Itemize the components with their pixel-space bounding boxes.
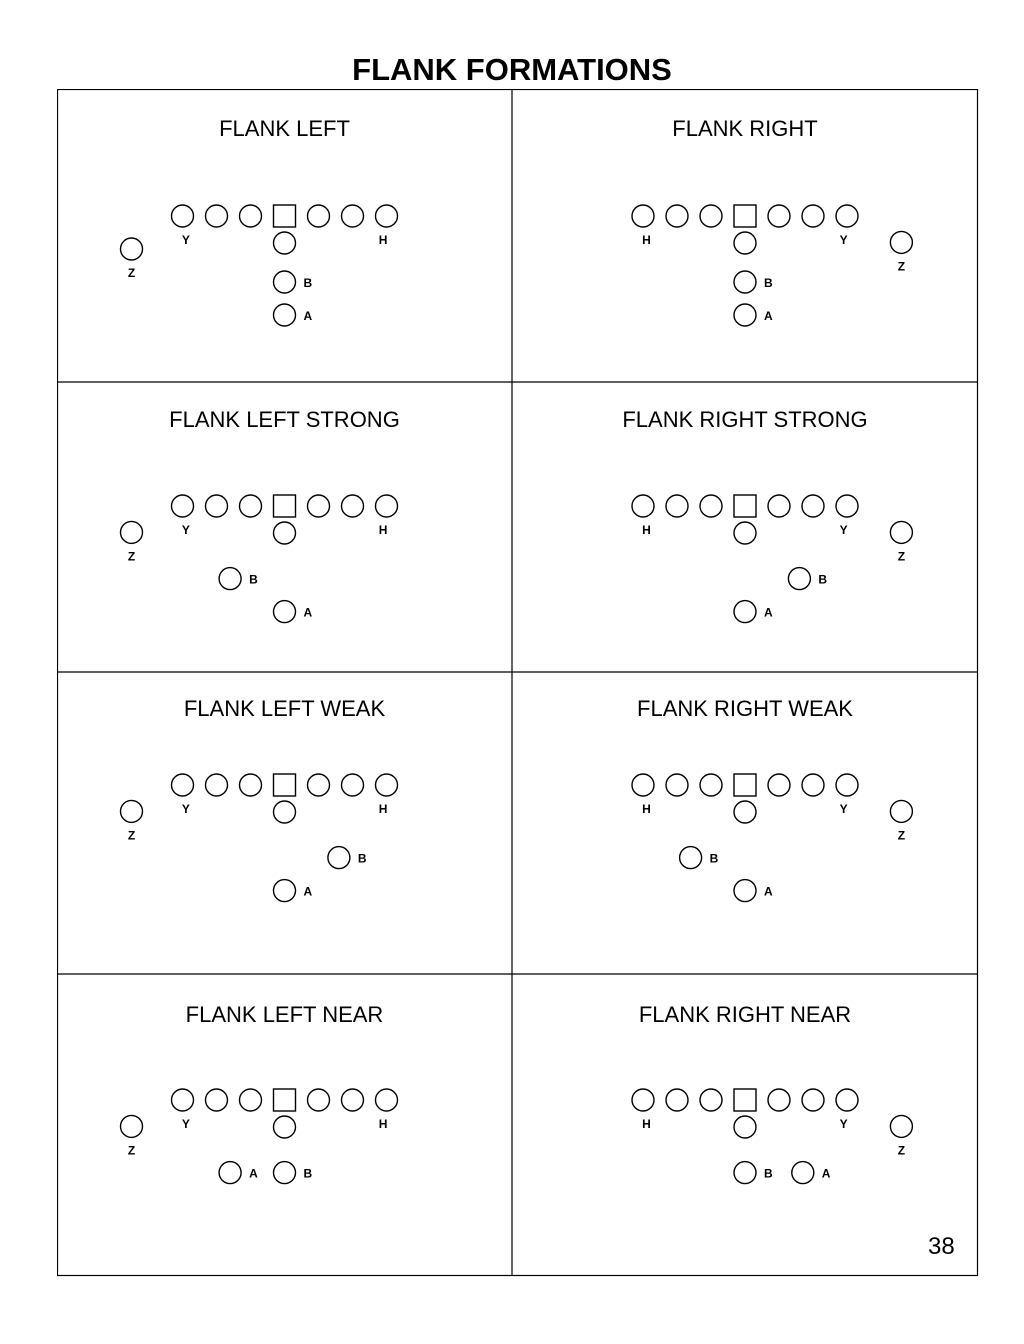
player-label-y: Y	[181, 1117, 190, 1131]
player-label-y: Y	[839, 1117, 848, 1131]
lineman-circle	[240, 495, 262, 517]
center-square	[274, 205, 296, 227]
lineman-circle	[206, 1089, 228, 1111]
player-circle-b	[734, 1162, 756, 1184]
player-label-b: B	[303, 1166, 313, 1181]
end-circle	[172, 495, 194, 517]
player-label-a: A	[764, 884, 773, 899]
lineman-circle	[768, 495, 790, 517]
center-square	[734, 1089, 756, 1111]
player-circle-a	[274, 601, 296, 623]
center-square	[734, 774, 756, 796]
quarterback-circle	[734, 522, 756, 544]
player-label-h: H	[378, 233, 388, 247]
player-label-z: Z	[897, 549, 906, 564]
lineman-circle	[768, 1089, 790, 1111]
player-circle-b	[274, 271, 296, 293]
player-circle-b	[788, 568, 810, 590]
center-square	[734, 205, 756, 227]
player-label-y: Y	[181, 233, 190, 247]
player-label-z: Z	[897, 1143, 906, 1158]
player-label-h: H	[378, 523, 388, 537]
lineman-circle	[240, 1089, 262, 1111]
end-circle	[836, 205, 858, 227]
end-circle	[836, 774, 858, 796]
player-label-a: A	[303, 309, 313, 323]
lineman-circle	[700, 205, 722, 227]
player-label-a: A	[764, 309, 773, 323]
player-label-b: B	[709, 851, 719, 866]
center-square	[274, 774, 296, 796]
end-circle	[376, 774, 398, 796]
player-label-a: A	[764, 605, 773, 620]
lineman-circle	[342, 205, 364, 227]
player-label-h: H	[378, 1117, 388, 1131]
player-label-b: B	[249, 572, 258, 587]
page-number: 38	[928, 1233, 955, 1260]
lineman-circle	[700, 495, 722, 517]
formation-panel	[622, 407, 912, 623]
player-label-a: A	[249, 1166, 258, 1181]
end-circle	[836, 1089, 858, 1111]
player-circle-b	[274, 1162, 296, 1184]
player-circle-z	[890, 800, 912, 822]
player-label-a: A	[303, 605, 313, 620]
lineman-circle	[206, 774, 228, 796]
formation-panel	[121, 1002, 398, 1184]
player-circle-z	[121, 800, 143, 822]
player-label-z: Z	[897, 259, 906, 274]
quarterback-circle	[734, 232, 756, 254]
formation-title: FLANK RIGHT STRONG	[622, 407, 868, 432]
player-label-y: Y	[839, 802, 848, 816]
lineman-circle	[802, 495, 824, 517]
end-circle	[632, 495, 654, 517]
quarterback-circle	[274, 1116, 296, 1138]
lineman-circle	[308, 774, 330, 796]
lineman-circle	[666, 1089, 688, 1111]
player-label-b: B	[818, 572, 828, 587]
player-circle-z	[121, 1115, 143, 1137]
quarterback-circle	[274, 801, 296, 823]
player-circle-b	[219, 568, 241, 590]
player-label-b: B	[764, 1166, 773, 1181]
lineman-circle	[666, 205, 688, 227]
end-circle	[376, 1089, 398, 1111]
lineman-circle	[700, 1089, 722, 1111]
lineman-circle	[768, 205, 790, 227]
quarterback-circle	[274, 232, 296, 254]
player-circle-a	[219, 1162, 241, 1184]
player-label-h: H	[642, 802, 651, 816]
formation-title: FLANK RIGHT	[672, 116, 818, 141]
player-circle-z	[890, 1115, 912, 1137]
lineman-circle	[700, 774, 722, 796]
end-circle	[632, 205, 654, 227]
player-label-y: Y	[839, 523, 848, 537]
lineman-circle	[308, 205, 330, 227]
player-circle-a	[734, 601, 756, 623]
lineman-circle	[308, 495, 330, 517]
player-circle-z	[121, 521, 143, 543]
player-label-h: H	[642, 233, 651, 247]
lineman-circle	[802, 774, 824, 796]
grid-outer-border	[58, 90, 978, 1276]
formation-panel	[632, 116, 912, 326]
player-label-z: Z	[127, 828, 136, 843]
player-circle-b	[680, 847, 702, 869]
formation-title: FLANK LEFT NEAR	[185, 1002, 384, 1027]
player-circle-z	[890, 521, 912, 543]
player-label-z: Z	[127, 266, 136, 280]
end-circle	[172, 1089, 194, 1111]
player-circle-a	[274, 304, 296, 326]
player-label-y: Y	[181, 523, 190, 537]
formation-title: FLANK RIGHT WEAK	[637, 696, 853, 721]
player-label-b: B	[357, 851, 367, 866]
formation-title: FLANK LEFT STRONG	[169, 407, 400, 432]
end-circle	[376, 205, 398, 227]
formations-grid	[57, 89, 979, 1278]
player-label-y: Y	[839, 233, 848, 247]
quarterback-circle	[734, 1116, 756, 1138]
lineman-circle	[666, 774, 688, 796]
formation-title: FLANK LEFT	[219, 116, 350, 141]
formation-title: FLANK LEFT WEAK	[183, 696, 386, 721]
end-circle	[632, 774, 654, 796]
player-circle-a	[734, 880, 756, 902]
player-circle-z	[890, 231, 912, 253]
player-label-a: A	[821, 1166, 831, 1181]
player-circle-b	[734, 271, 756, 293]
quarterback-circle	[274, 522, 296, 544]
lineman-circle	[342, 1089, 364, 1111]
end-circle	[172, 774, 194, 796]
end-circle	[836, 495, 858, 517]
center-square	[734, 495, 756, 517]
lineman-circle	[206, 205, 228, 227]
player-circle-z	[121, 238, 143, 260]
formation-title: FLANK RIGHT NEAR	[638, 1002, 852, 1027]
quarterback-circle	[734, 801, 756, 823]
player-label-z: Z	[127, 549, 136, 564]
lineman-circle	[666, 495, 688, 517]
player-label-y: Y	[181, 802, 190, 816]
player-label-a: A	[303, 884, 313, 899]
player-label-h: H	[642, 523, 651, 537]
lineman-circle	[342, 774, 364, 796]
lineman-circle	[802, 1089, 824, 1111]
player-label-z: Z	[897, 828, 906, 843]
player-label-h: H	[378, 802, 388, 816]
page-title: FLANK FORMATIONS	[352, 52, 672, 87]
player-label-b: B	[303, 276, 313, 290]
lineman-circle	[240, 205, 262, 227]
formation-panel	[121, 116, 398, 326]
lineman-circle	[308, 1089, 330, 1111]
end-circle	[632, 1089, 654, 1111]
formation-panel	[632, 696, 912, 902]
center-square	[274, 495, 296, 517]
formation-panel	[121, 696, 398, 902]
player-label-z: Z	[127, 1143, 136, 1158]
player-circle-a	[274, 880, 296, 902]
center-square	[274, 1089, 296, 1111]
end-circle	[172, 205, 194, 227]
formation-panel	[632, 1002, 912, 1184]
lineman-circle	[342, 495, 364, 517]
lineman-circle	[802, 205, 824, 227]
player-circle-a	[792, 1162, 814, 1184]
player-label-h: H	[642, 1117, 651, 1131]
lineman-circle	[206, 495, 228, 517]
player-circle-b	[328, 847, 350, 869]
formation-panel	[121, 407, 400, 623]
player-label-b: B	[764, 276, 773, 290]
player-circle-a	[734, 304, 756, 326]
lineman-circle	[768, 774, 790, 796]
lineman-circle	[240, 774, 262, 796]
end-circle	[376, 495, 398, 517]
